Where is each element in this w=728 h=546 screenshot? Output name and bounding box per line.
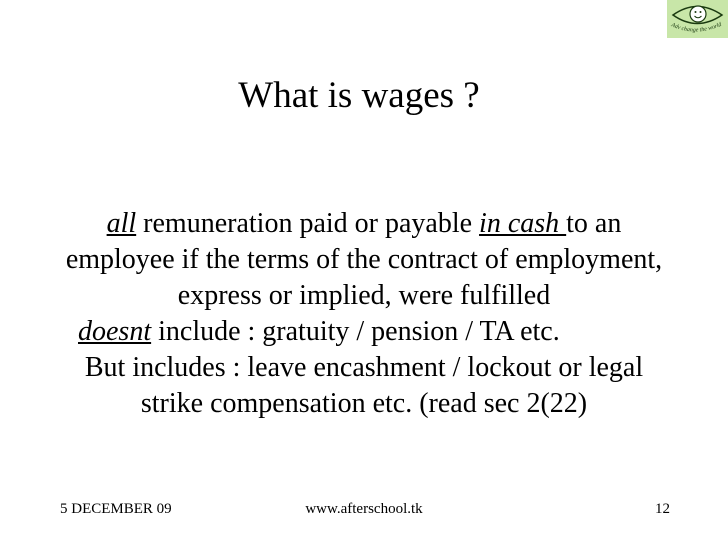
emphasis-all: all bbox=[106, 208, 137, 239]
smiley-eye-logo-icon bbox=[667, 0, 728, 38]
paragraph-inclusions: But includes : leave encashment / lockout or legal strike compensation etc. (read sec 2(22) bbox=[84, 352, 644, 419]
footer-date: 5 DECEMBER 09 bbox=[60, 501, 172, 517]
definition-text-1: remuneration paid or payable bbox=[136, 208, 480, 239]
footer-site: www.afterschool.tk bbox=[305, 501, 423, 517]
slide-title bbox=[0, 74, 728, 118]
paragraph-definition bbox=[58, 206, 670, 314]
slide-body bbox=[58, 206, 670, 422]
emphasis-in-cash: in cash bbox=[479, 208, 567, 239]
exclusions-text: include : gratuity / pension / TA etc. bbox=[151, 316, 560, 347]
footer-page-number: 12 bbox=[655, 501, 670, 517]
logo bbox=[667, 0, 728, 38]
slide-title-text: What is wages ? bbox=[238, 75, 480, 116]
paragraph-exclusions bbox=[58, 314, 670, 350]
logo-text: Adv change the world bbox=[670, 21, 723, 34]
emphasis-doesnt: doesnt bbox=[78, 316, 152, 347]
definition-text-2: to an employee if the terms of the contract of employment, express or implied, were fulfilled bbox=[65, 208, 663, 311]
